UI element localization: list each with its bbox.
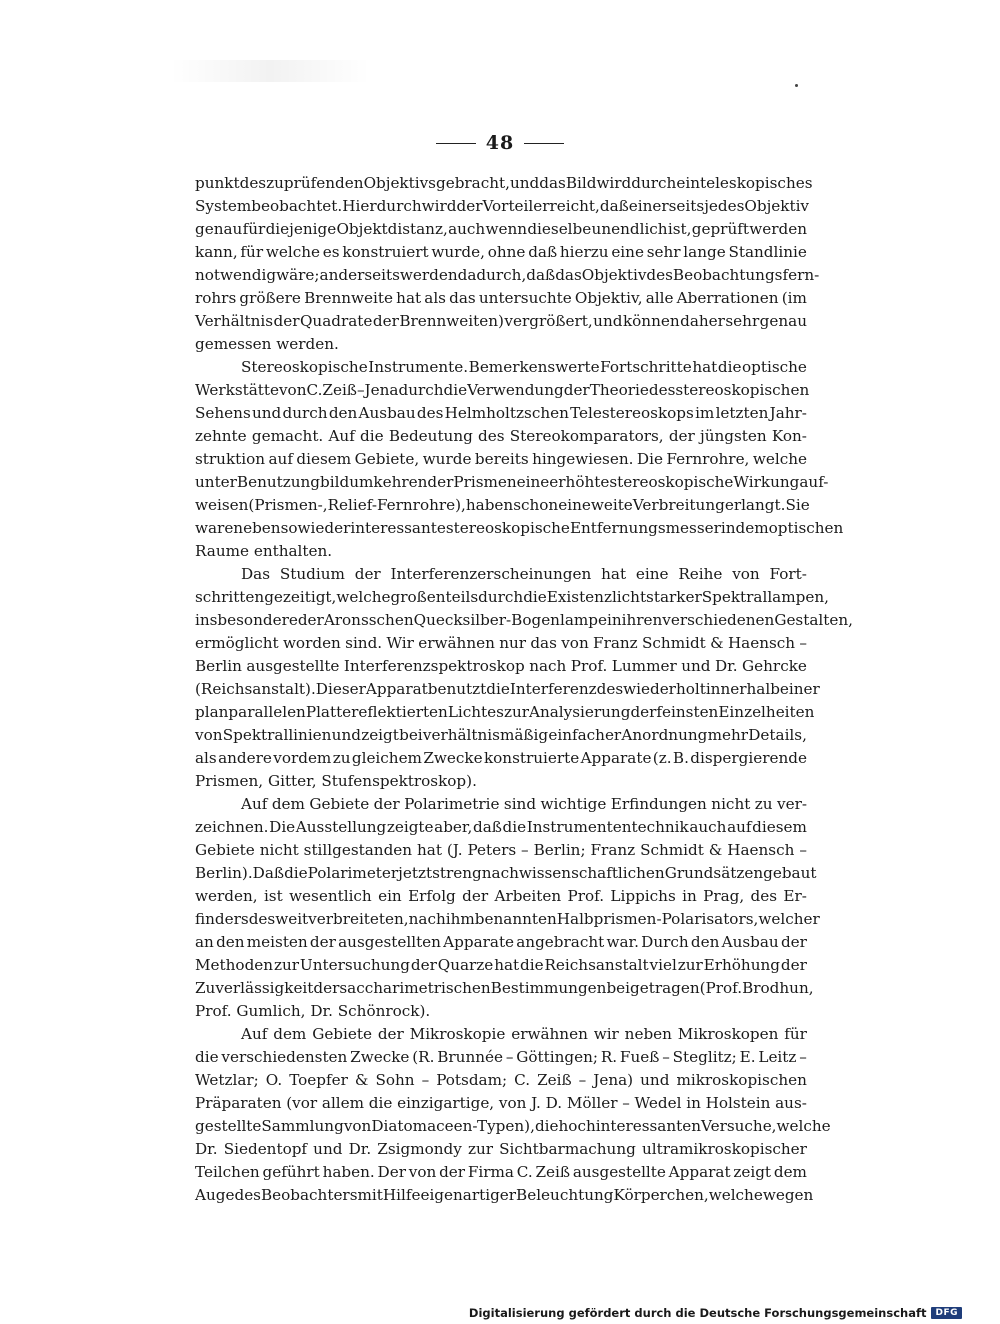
text-line: kann, für welche es konstruiert wurde, ohne daß hierzu eine sehr lange Standlinie [195, 243, 807, 261]
text-line: Auf dem Gebiete der Mikroskopie erwähnen wir neben Mikroskopen für [241, 1025, 807, 1043]
text-line: (Reichsanstalt). Dieser Apparat benutzt die Interferenz des wiederholt innerhalb einer [195, 680, 820, 698]
text-line: zeichnen. Die Ausstellung zeigte aber, daß die Instrumententechnik auch auf diesem [195, 818, 807, 836]
text-line: Methoden zur Untersuchung der Quarze hat die Reichsanstalt viel zur Erhöhung der [195, 956, 807, 974]
text-line: als andere vordem zu gleichem Zwecke konstruierte Apparate (z. B. dispergierende [195, 749, 807, 767]
text-line: schritten gezeitigt, welche großenteils durch die Existenz lichtstarker Spektrallampen, [195, 588, 829, 606]
page-footer [469, 1306, 962, 1320]
text-line: rohrs größere Brennweite hat als das untersuchte Objektiv, alle Aberrationen (im [195, 289, 807, 307]
text-line: Raume enthalten. [195, 542, 333, 560]
text-line: weisen (Prismen-, Relief-Fernrohre), haben schon eine weite Verbreitung erlangt. Sie [195, 496, 810, 514]
header-rule-left [436, 143, 476, 144]
text-line: Gebiete nicht stillgestanden hat (J. Peters – Berlin; Franz Schmidt & Haensch – [195, 841, 807, 859]
text-line: Das Studium der Interferenzerscheinungen hat eine Reihe von Fort- [241, 565, 807, 583]
text-line: punkt des zu prüfenden Objektivs gebracht, und das Bild wird durch ein teleskopisches [195, 174, 813, 192]
text-line: waren ebenso wie der interessante stereoskopische Entfernungsmesser in dem optischen [195, 519, 844, 537]
text-line: Berlin). Daß die Polarimeter jetzt streng nach wissenschaftlichen Grundsätzen gebaut [195, 864, 817, 882]
dfg-logo: DFG [931, 1307, 962, 1319]
text-line: finders des weit verbreiteten, nach ihm benannten Halbprismen-Polarisators, welcher [195, 910, 820, 928]
text-line: notwendig wäre; anderseits werden dadurch, daß das Objektiv des Beobachtungsfern- [195, 266, 820, 284]
text-line: Berlin ausgestellte Interferenzspektroskop nach Prof. Lummer und Dr. Gehrcke [195, 657, 807, 675]
text-line: unter Benutzung bildumkehrender Prismen eine erhöhte stereoskopische Wirkung auf- [195, 473, 829, 491]
page-header [0, 132, 1000, 154]
text-line: Stereoskopische Instrumente. Bemerkenswerte Fortschritte hat die optische [241, 358, 807, 376]
text-line: die verschiedensten Zwecke (R. Brunnée – Göttingen; R. Fueß – Steglitz; E. Leitz – [195, 1048, 807, 1066]
text-line: zehnte gemacht. Auf die Bedeutung des Stereokomparators, der jüngsten Kon- [195, 427, 807, 445]
text-line: gestellte Sammlung von Diatomaceen-Typen), die hochinteressanten Versuche, welche [195, 1117, 831, 1135]
text-line: werden, ist wesentlich ein Erfolg der Arbeiten Prof. Lippichs in Prag, des Er- [195, 887, 807, 905]
text-line: Dr. Siedentopf und Dr. Zsigmondy zur Sichtbarmachung ultramikroskopischer [195, 1140, 807, 1158]
text-line: an den meisten der ausgestellten Apparate angebracht war. Durch den Ausbau der [195, 933, 807, 951]
text-line: Prof. Gumlich, Dr. Schönrock). [195, 1002, 431, 1020]
scan-smudge [170, 60, 370, 82]
body-text [195, 172, 853, 1207]
text-line: Zuverlässigkeit der saccharimetrischen Bestimmungen beigetragen (Prof. Brodhun, [195, 979, 814, 997]
text-line: Werkstätte von C. Zeiß – Jena durch die Verwendung der Theorie des stereoskopischen [195, 381, 810, 399]
text-line: gemessen werden. [195, 335, 339, 353]
text-line: genau für diejenige Objektdistanz, auch wenn dieselbe unendlich ist, geprüft werden [195, 220, 807, 238]
text-line: Auge des Beobachters mit Hilfe eigenartiger Beleuchtung Körperchen, welche wegen [195, 1186, 814, 1204]
page-number: 48 [485, 132, 515, 154]
text-line: Teilchen geführt haben. Der von der Firma C. Zeiß ausgestellte Apparat zeigt dem [195, 1163, 807, 1181]
text-line: Auf dem Gebiete der Polarimetrie sind wichtige Erfindungen nicht zu ver- [241, 795, 807, 813]
header-rule-right [524, 143, 564, 144]
text-line: Verhältnis der Quadrate der Brennweiten) vergrößert, und können daher sehr genau [195, 312, 807, 330]
text-line: Prismen, Gitter, Stufenspektroskop). [195, 772, 477, 790]
footer-credit: Digitalisierung gefördert durch die Deutsche Forschungsgemeinschaft [468, 1306, 927, 1320]
text-line: Wetzlar; O. Toepfer & Sohn – Potsdam; C. Zeiß – Jena) und mikroskopischen [195, 1071, 807, 1089]
text-line: Sehens und durch den Ausbau des Helmholtzschen Telestereoskops im letzten Jahr- [195, 404, 807, 422]
text-line: struktion auf diesem Gebiete, wurde bereits hingewiesen. Die Fernrohre, welche [195, 450, 807, 468]
text-line: System beobachtet. Hierdurch wird der Vorteil erreicht, daß einerseits jedes Objektiv [195, 197, 810, 215]
text-line: ermöglicht worden sind. Wir erwähnen nur das von Franz Schmidt & Haensch – [195, 634, 807, 652]
scan-speck [795, 84, 798, 87]
text-line: insbesondere der Aronsschen Quecksilber-Bogenlampe in ihren verschiedenen Gestalten, [195, 611, 853, 629]
text-line: Präparaten (vor allem die einzigartige, von J. D. Möller – Wedel in Holstein aus- [195, 1094, 807, 1112]
text-line: von Spektrallinien und zeigt bei verhältnismäßig einfacher Anordnung mehr Details, [195, 726, 807, 744]
text-line: planparallelen Platte reflektierten Lichtes zur Analysierung der feinsten Einzelheiten [195, 703, 815, 721]
